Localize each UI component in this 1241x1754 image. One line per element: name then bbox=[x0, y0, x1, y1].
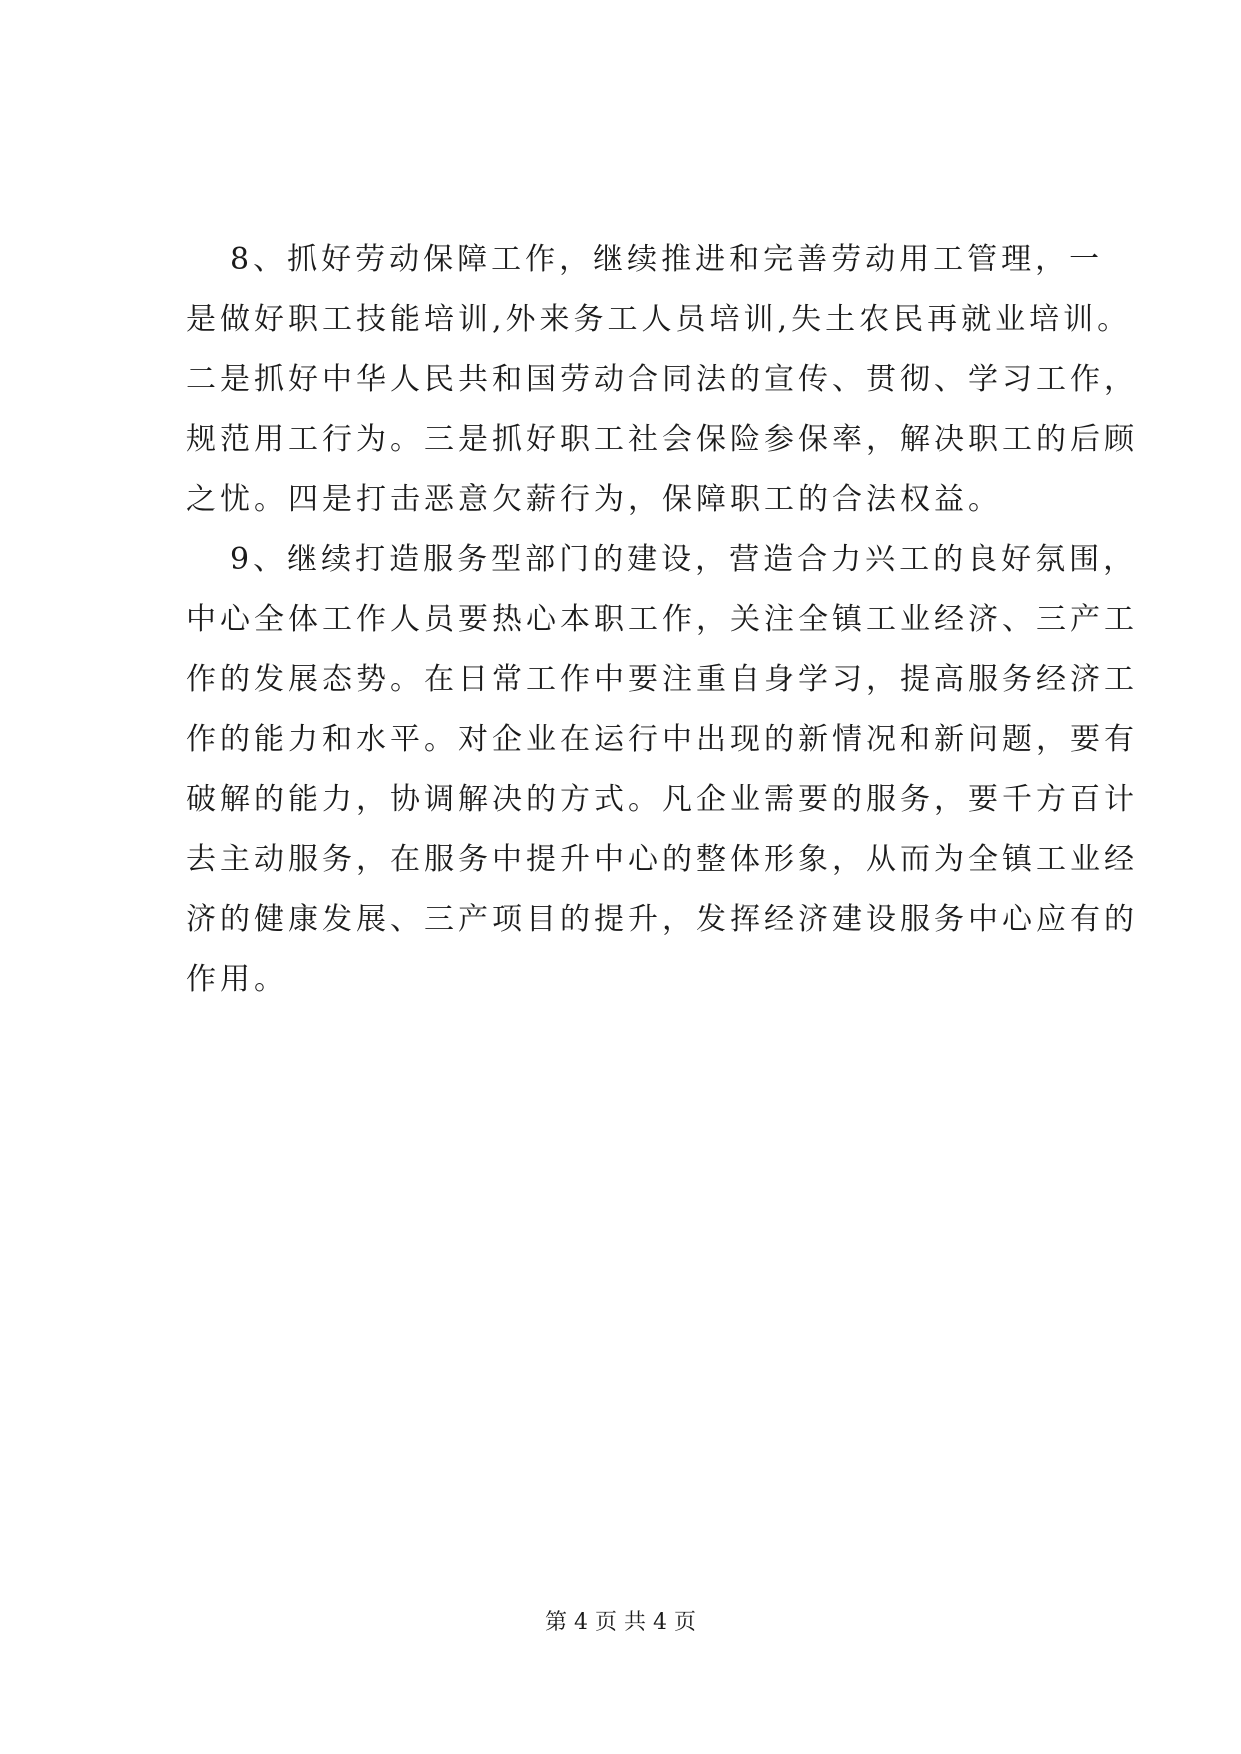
page-footer bbox=[0, 1608, 1241, 1638]
page-number-label: 第 4 页 共 4 页 bbox=[545, 1610, 696, 1635]
paragraph-line: 济的健康发展、三产项目的提升，发挥经济建设服务中心应有的 bbox=[186, 902, 1138, 937]
paragraph-line: 作用。 bbox=[186, 962, 288, 997]
paragraph-8 bbox=[186, 230, 1138, 530]
paragraph-line: 去主动服务，在服务中提升中心的整体形象，从而为全镇工业经 bbox=[186, 842, 1138, 877]
document-body bbox=[186, 230, 1138, 1010]
paragraph-line: 中心全体工作人员要热心本职工作，关注全镇工业经济、三产工 bbox=[186, 602, 1138, 637]
paragraph-line: 是做好职工技能培训,外来务工人员培训,失土农民再就业培训。 bbox=[186, 302, 1132, 337]
paragraph-line: 二是抓好中华人民共和国劳动合同法的宣传、贯彻、学习工作， bbox=[186, 362, 1138, 397]
paragraph-9 bbox=[186, 530, 1138, 1010]
paragraph-line: 之忧。四是打击恶意欠薪行为，保障职工的合法权益。 bbox=[186, 482, 1002, 517]
paragraph-line: 9、继续打造服务型部门的建设，营造合力兴工的良好氛围， bbox=[230, 542, 1138, 577]
paragraph-line: 作的能力和水平。对企业在运行中出现的新情况和新问题，要有 bbox=[186, 722, 1138, 757]
paragraph-line: 破解的能力，协调解决的方式。凡企业需要的服务，要千方百计 bbox=[186, 782, 1138, 817]
paragraph-line: 规范用工行为。三是抓好职工社会保险参保率，解决职工的后顾 bbox=[186, 422, 1138, 457]
paragraph-line: 作的发展态势。在日常工作中要注重自身学习，提高服务经济工 bbox=[186, 662, 1138, 697]
paragraph-line: 8、抓好劳动保障工作，继续推进和完善劳动用工管理，一 bbox=[230, 242, 1104, 277]
